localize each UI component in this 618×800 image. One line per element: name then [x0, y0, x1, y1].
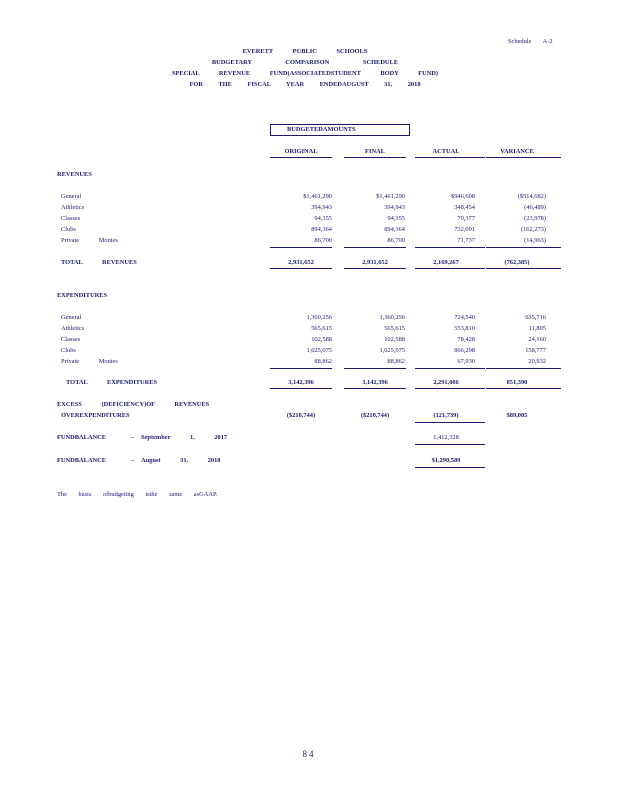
fund-balance-date: August 31, 2018 — [141, 457, 221, 464]
header-period: FOR THE FISCAL YEAR ENDEDAUGUST 31, 2018 — [189, 81, 421, 88]
cell-actual: 1,412,328 — [433, 434, 459, 441]
cell-actual: 553,810 — [454, 325, 475, 332]
total-rule — [415, 388, 485, 389]
cell-variance: (46,489) — [524, 204, 546, 211]
row-label: Private Monies — [61, 358, 118, 365]
col-original-underline — [270, 157, 332, 158]
total-rule — [344, 268, 406, 269]
cell-actual: 866,298 — [454, 347, 475, 354]
header-fund: SPECIAL REVENUE FUND(ASSOCIATEDSTUDENT BODY FUND) — [171, 70, 439, 77]
cell-variance: 158,777 — [525, 347, 546, 354]
cell-original: 894,364 — [311, 226, 332, 233]
fund-balance-double-rule-top — [415, 467, 485, 468]
cell-original: 2,931,652 — [288, 259, 314, 266]
subtotal-rule — [415, 247, 485, 248]
cell-final: 88,862 — [387, 358, 405, 365]
row-label: Classes — [61, 336, 81, 343]
subtotal-rule — [415, 368, 485, 369]
budgeted-amounts-box — [270, 124, 410, 136]
row-label: General — [61, 193, 82, 200]
excess-label-continued: OVEREXPENDITURES — [61, 412, 130, 419]
cell-final: 1,360,256 — [379, 314, 405, 321]
total-rule — [270, 388, 332, 389]
subtotal-rule — [486, 368, 561, 369]
cell-variance: 20,932 — [528, 358, 546, 365]
excess-label: EXCESS (DEFICIENCY)OF REVENUES — [57, 401, 210, 408]
cell-original: 88,862 — [314, 358, 332, 365]
page-number: 84 — [302, 749, 316, 759]
cell-actual: (121,739) — [433, 412, 459, 419]
subtotal-rule — [344, 368, 406, 369]
cell-actual: 2,291,006 — [433, 379, 459, 386]
schedule-label: Schedule A-2 — [508, 38, 553, 45]
subtotal-rule — [270, 247, 332, 248]
fund-balance-dash: – — [131, 457, 135, 464]
cell-actual: 71,737 — [457, 237, 475, 244]
cell-actual: $946,608 — [451, 193, 475, 200]
cell-original: 94,355 — [314, 215, 332, 222]
row-label: Classes — [61, 215, 81, 222]
cell-final: 894,364 — [384, 226, 405, 233]
header-title: BUDGETARY COMPARISON SCHEDULE — [211, 59, 399, 66]
cell-final: 565,615 — [384, 325, 405, 332]
excess-rule — [415, 422, 485, 423]
cell-actual: 70,377 — [457, 215, 475, 222]
fund-balance-label: FUNDBALANCE — [57, 457, 106, 464]
total-expenditures-label: TOTAL EXPENDITURES — [66, 379, 158, 386]
fund-balance-date: September 1, 2017 — [141, 434, 228, 441]
cell-original: 3,142,396 — [288, 379, 314, 386]
cell-original: 86,700 — [314, 237, 332, 244]
expenditures-heading: EXPENDITURES — [57, 292, 108, 299]
row-label: General — [61, 314, 82, 321]
cell-original: 1,360,256 — [306, 314, 332, 321]
total-rule — [344, 388, 406, 389]
cell-variance: ($514,682) — [517, 193, 546, 200]
cell-original: $1,461,290 — [303, 193, 332, 200]
cell-original: 1,025,075 — [306, 347, 332, 354]
cell-final: 94,355 — [387, 215, 405, 222]
row-label: Clubs — [61, 347, 76, 354]
cell-actual: 78,428 — [457, 336, 475, 343]
cell-variance: 24,160 — [528, 336, 546, 343]
total-rule — [415, 268, 485, 269]
cell-original: 102,588 — [311, 336, 332, 343]
col-actual: ACTUAL — [432, 148, 460, 155]
col-original: ORIGINAL — [284, 148, 318, 155]
cell-actual: 67,930 — [457, 358, 475, 365]
cell-final: 102,588 — [384, 336, 405, 343]
fund-balance-dash: – — [131, 434, 135, 441]
cell-final: 1,025,075 — [379, 347, 405, 354]
cell-actual: $1,290,589 — [431, 457, 461, 464]
cell-actual: 724,540 — [454, 314, 475, 321]
fund-balance-label: FUNDBALANCE — [57, 434, 106, 441]
total-rule — [486, 388, 561, 389]
cell-variance: 11,805 — [528, 325, 546, 332]
total-rule — [486, 268, 561, 269]
cell-variance: 851,390 — [506, 379, 528, 386]
cell-original: ($210,744) — [286, 412, 316, 419]
footnote: The basis ofbudgeting isthe same asGAAP. — [57, 491, 218, 498]
cell-final: ($210,744) — [360, 412, 390, 419]
row-label: Private Monies — [61, 237, 118, 244]
cell-final: 394,943 — [384, 204, 405, 211]
cell-variance: $89,005 — [506, 412, 528, 419]
cell-actual: 348,454 — [454, 204, 475, 211]
cell-final: $1,461,290 — [376, 193, 405, 200]
row-label: Athletics — [61, 204, 85, 211]
cell-final: 3,142,396 — [362, 379, 388, 386]
col-variance: VARIANCE — [500, 148, 534, 155]
cell-variance: (162,273) — [520, 226, 546, 233]
row-label: Athletics — [61, 325, 85, 332]
cell-variance: (762,385) — [504, 259, 530, 266]
fund-balance-rule — [415, 444, 485, 445]
revenues-heading: REVENUES — [57, 171, 92, 178]
row-label: Clubs — [61, 226, 76, 233]
cell-original: 565,615 — [311, 325, 332, 332]
col-final-underline — [344, 157, 406, 158]
subtotal-rule — [486, 247, 561, 248]
budgeted-amounts-label: BUDGETEDAMOUNTS — [287, 126, 356, 133]
cell-variance: (23,978) — [524, 215, 546, 222]
subtotal-rule — [344, 247, 406, 248]
col-variance-underline — [486, 157, 561, 158]
cell-actual: 2,169,267 — [433, 259, 459, 266]
cell-variance: 635,716 — [525, 314, 546, 321]
col-final: FINAL — [365, 148, 385, 155]
cell-original: 394,943 — [311, 204, 332, 211]
total-revenues-label: TOTAL REVENUES — [61, 259, 137, 266]
cell-actual: 732,091 — [454, 226, 475, 233]
header-district: EVERETT PUBLIC SCHOOLS — [242, 48, 368, 55]
total-rule — [270, 268, 332, 269]
cell-variance: (14,963) — [524, 237, 546, 244]
subtotal-rule — [270, 368, 332, 369]
cell-final: 2,931,652 — [362, 259, 388, 266]
col-actual-underline — [415, 157, 485, 158]
cell-final: 86,700 — [387, 237, 405, 244]
